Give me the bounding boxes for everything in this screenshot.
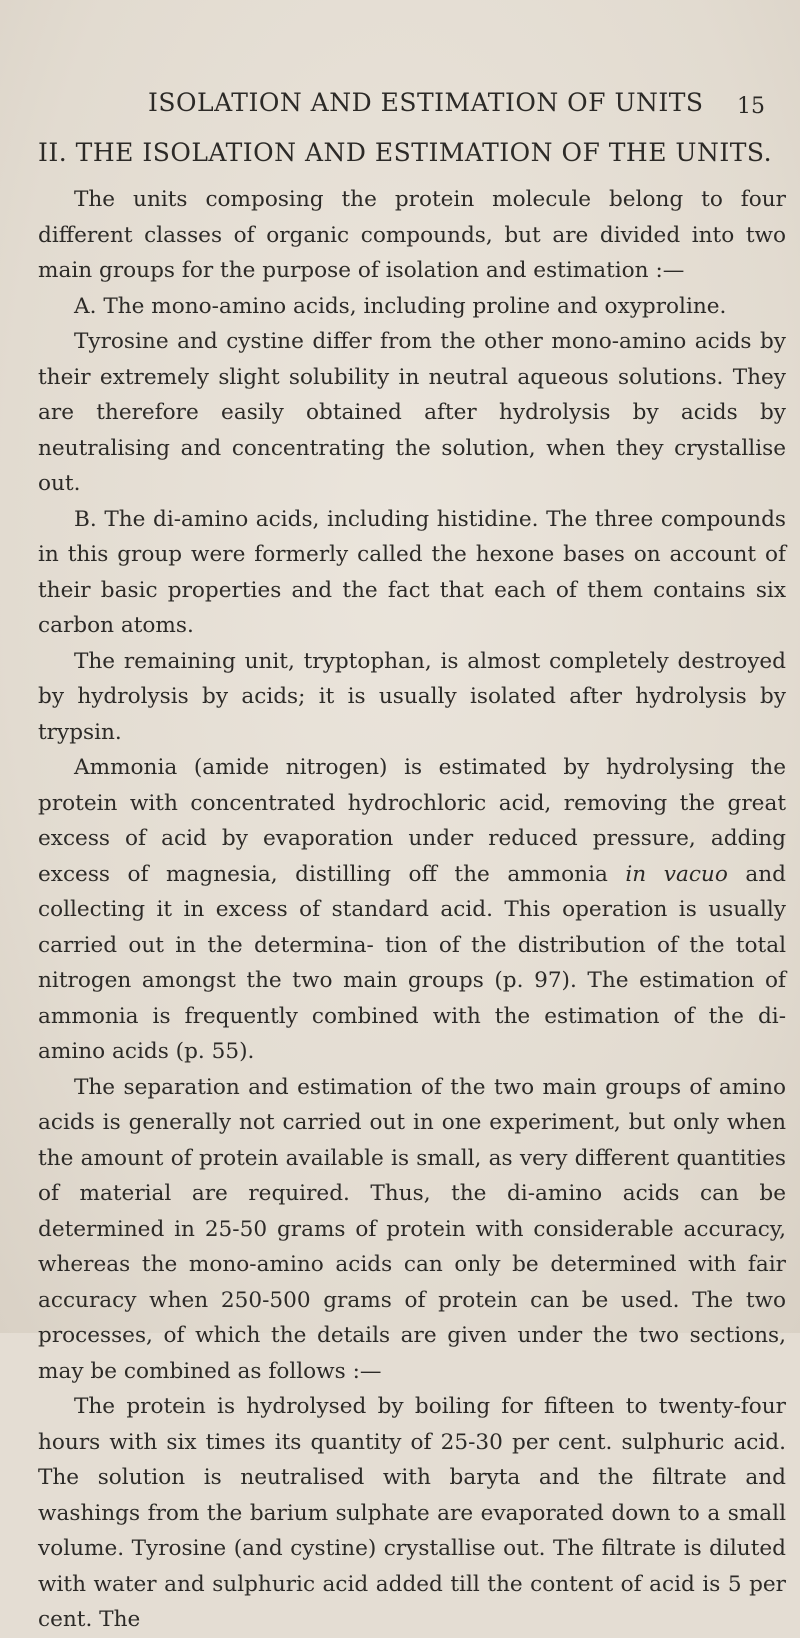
paragraph-ammonia [38, 750, 786, 1070]
paragraph-intro: The units composing the protein molecule belong to four different classes of organic compounds, but are divided into two main groups for the purpose of isolation and estimation :— [38, 187, 786, 283]
running-head [0, 88, 800, 128]
ammonia-text-start: Ammonia (amide nitrogen) is estimated by hydrolysing the protein with concentrated hydrochloric acid, removing the great excess of acid by evaporation under reduced pressure, adding excess of magnesia, distilling off the ammonia [38, 755, 786, 887]
body-text [38, 182, 786, 1638]
paragraph-hydrolysis: The protein is hydrolysed by boiling for fifteen to twenty-four hours with six times its quantity of 25-30 per cent. sulphuric acid. The solution is neutralised with baryta and the filtrate and washings from the barium sulphate are evaporated down to a small volume. Tyrosine (and cystine) crystallise out. The filtrate is diluted with water and sulphuric acid added till the content of acid is 5 per cent. The [38, 1394, 786, 1632]
paragraph-group-a: A. The mono-amino acids, including proline and oxyproline. [74, 293, 727, 319]
ammonia-text-end: and collecting it in excess of standard acid. This operation is usually carried out in the determina- tion of the distribution of the total nitrogen amongst the two main groups (p. 97). The estimation of ammonia is frequently combined with the estimation of the di-amino acids (p. 55). [38, 861, 786, 1064]
italic-in-vacuo: in vacuo [625, 861, 728, 887]
paragraph-group-b: B. The di-amino acids, including histidine. The three compounds in this group were formerly called the hexone bases on account of their basic properties and the fact that each of them contains six carbon atoms. [38, 506, 786, 638]
paragraph-separation: The separation and estimation of the two main groups of amino acids is generally not carried out in one experiment, but only when the amount of protein available is small, as very different quantities of material are required. Thus, the di-amino acids can be determined in 25-50 grams of protein with considerable accuracy, whereas the mono-amino acids can only be determined with fair accuracy when 250-500 grams of protein can be used. The two processes, of which the details are given under the two sections, may be combined as follows :— [38, 1074, 786, 1384]
section-heading: II. THE ISOLATION AND ESTIMATION OF THE UNITS. [38, 138, 773, 167]
running-title: ISOLATION AND ESTIMATION OF UNITS [148, 88, 704, 117]
paragraph-tryptophan: The remaining unit, tryptophan, is almost completely destroyed by hydrolysis by acids; it is usually isolated after hydrolysis by trypsin. [38, 648, 786, 745]
page-number: 15 [737, 94, 765, 119]
paragraph-tyrosine: Tyrosine and cystine differ from the other mono-amino acids by their extremely slight solubility in neutral aqueous solutions. They are therefore easily obtained after hydrolysis by acids by neutralising and concentrating the solution, when they crystallise out. [38, 329, 786, 496]
